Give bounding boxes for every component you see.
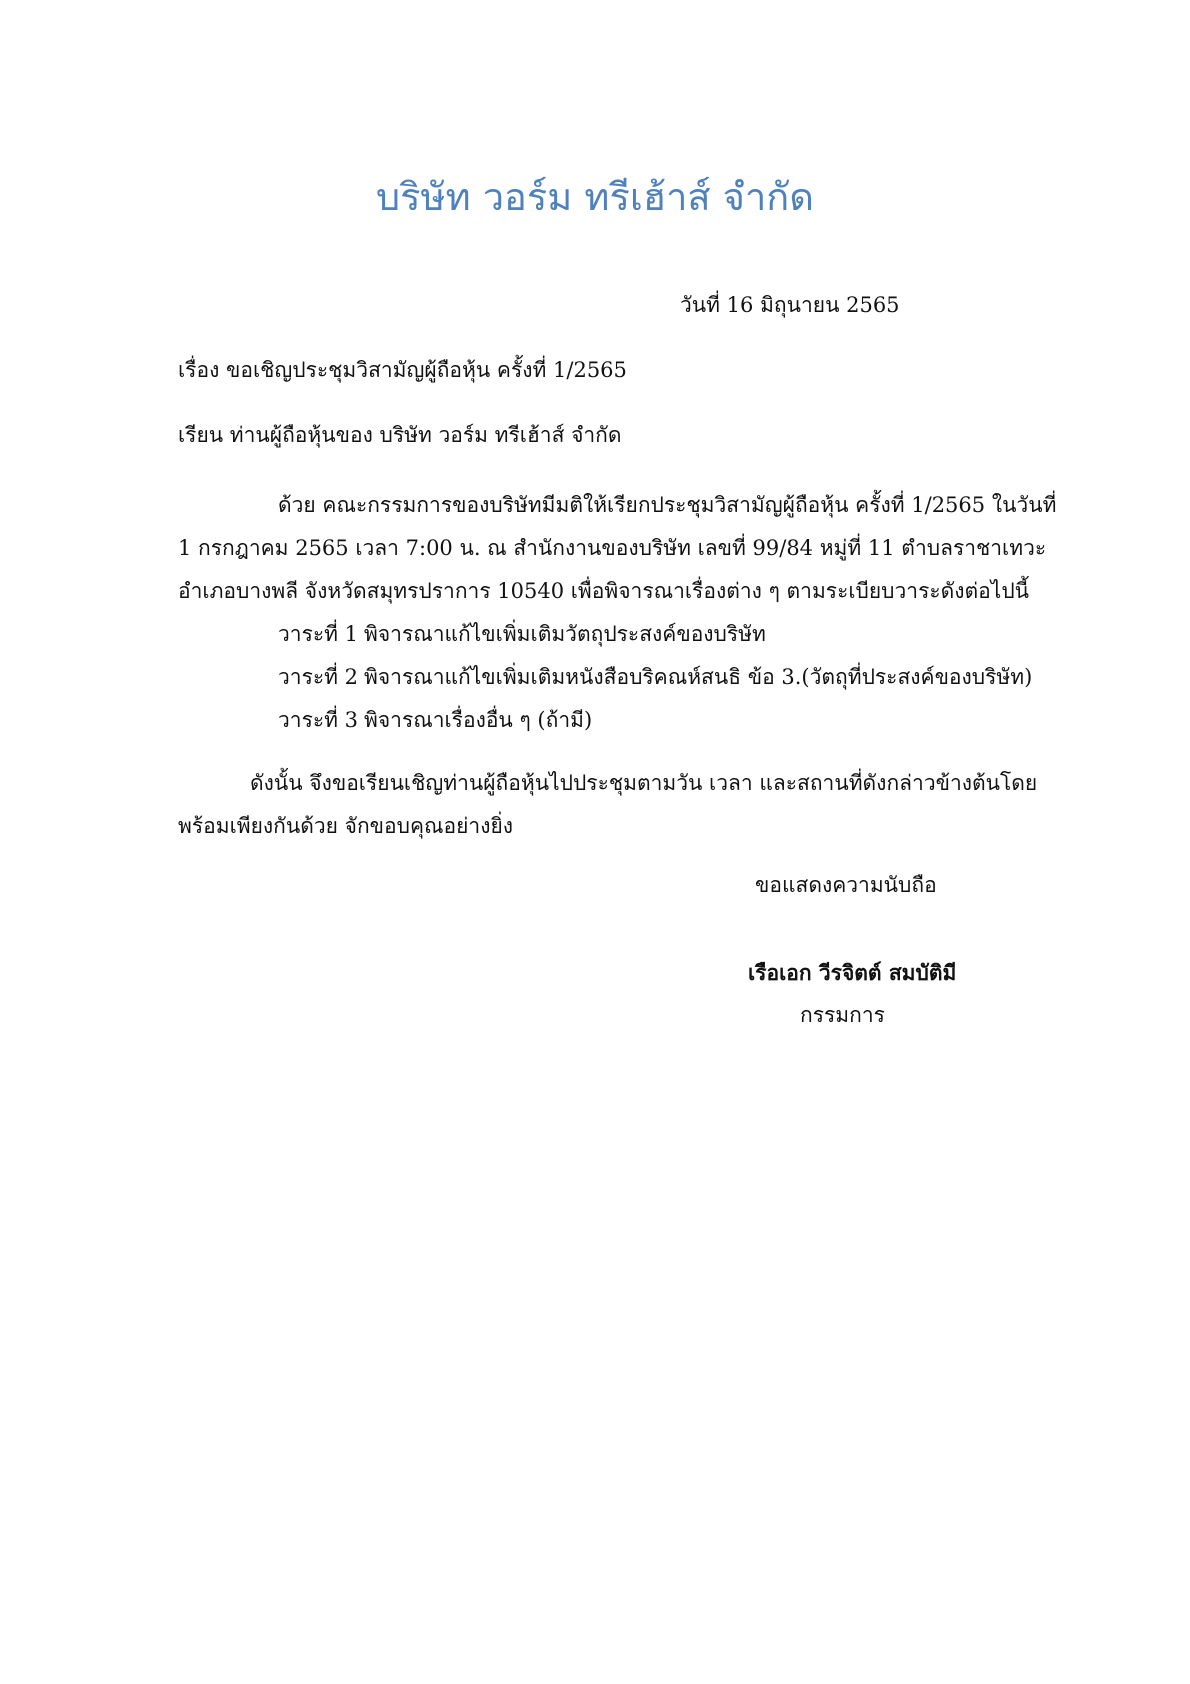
closing-salutation: ขอแสดงความนับถือ — [755, 873, 937, 897]
paragraph-1-line-2: 1 กรกฎาคม 2565 เวลา 7:00 น. ณ สำนักงานของบริษัท เลขที่ 99/84 หมู่ที่ 11 ตำบลราชาเทวะ — [178, 536, 1047, 560]
signer-name: เรือเอก วีรจิตต์ สมบัติมี — [748, 960, 957, 985]
letter-subject: เรื่อง ขอเชิญประชุมวิสามัญผู้ถือหุ้น ครั้งที่ 1/2565 — [178, 358, 627, 382]
letter-date: วันที่ 16 มิถุนายน 2565 — [680, 293, 900, 317]
body-paragraph-1 — [178, 484, 1057, 613]
body-paragraph-2 — [178, 762, 1037, 848]
agenda-list — [278, 613, 1032, 742]
agenda-number: วาระที่ 3 — [278, 708, 359, 732]
agenda-number: วาระที่ 2 — [278, 665, 359, 689]
agenda-item — [278, 656, 1032, 699]
agenda-item — [278, 699, 1032, 742]
agenda-number: วาระที่ 1 — [278, 622, 359, 646]
agenda-text: พิจารณาแก้ไขเพิ่มเติมวัตถุประสงค์ของบริษัท — [364, 622, 766, 646]
agenda-item — [278, 613, 1032, 656]
paragraph-1-line-1: ด้วย คณะกรรมการของบริษัทมีมติให้เรียกประชุมวิสามัญผู้ถือหุ้น ครั้งที่ 1/2565 ในวันที่ — [278, 493, 1057, 517]
company-title: บริษัท วอร์ม ทรีเฮ้าส์ จำกัด — [376, 175, 814, 219]
agenda-text: พิจารณาแก้ไขเพิ่มเติมหนังสือบริคณห์สนธิ ข้อ 3.(วัตถุที่ประสงค์ของบริษัท) — [364, 665, 1033, 689]
paragraph-1-line-3: อำเภอบางพลี จังหวัดสมุทรปราการ 10540 เพื่อพิจารณาเรื่องต่าง ๆ ตามระเบียบวาระดังต่อไปนี้ — [178, 579, 1030, 603]
paragraph-2-line-2: พร้อมเพียงกันด้วย จักขอบคุณอย่างยิ่ง — [178, 814, 514, 838]
signer-position: กรรมการ — [800, 1003, 885, 1027]
letter-recipient: เรียน ท่านผู้ถือหุ้นของ บริษัท วอร์ม ทรีเฮ้าส์ จำกัด — [178, 423, 622, 447]
paragraph-2-line-1: ดังนั้น จึงขอเรียนเชิญท่านผู้ถือหุ้นไปประชุมตามวัน เวลา และสถานที่ดังกล่าวข้างต้นโดย — [250, 771, 1038, 795]
agenda-text: พิจารณาเรื่องอื่น ๆ (ถ้ามี) — [364, 708, 593, 732]
